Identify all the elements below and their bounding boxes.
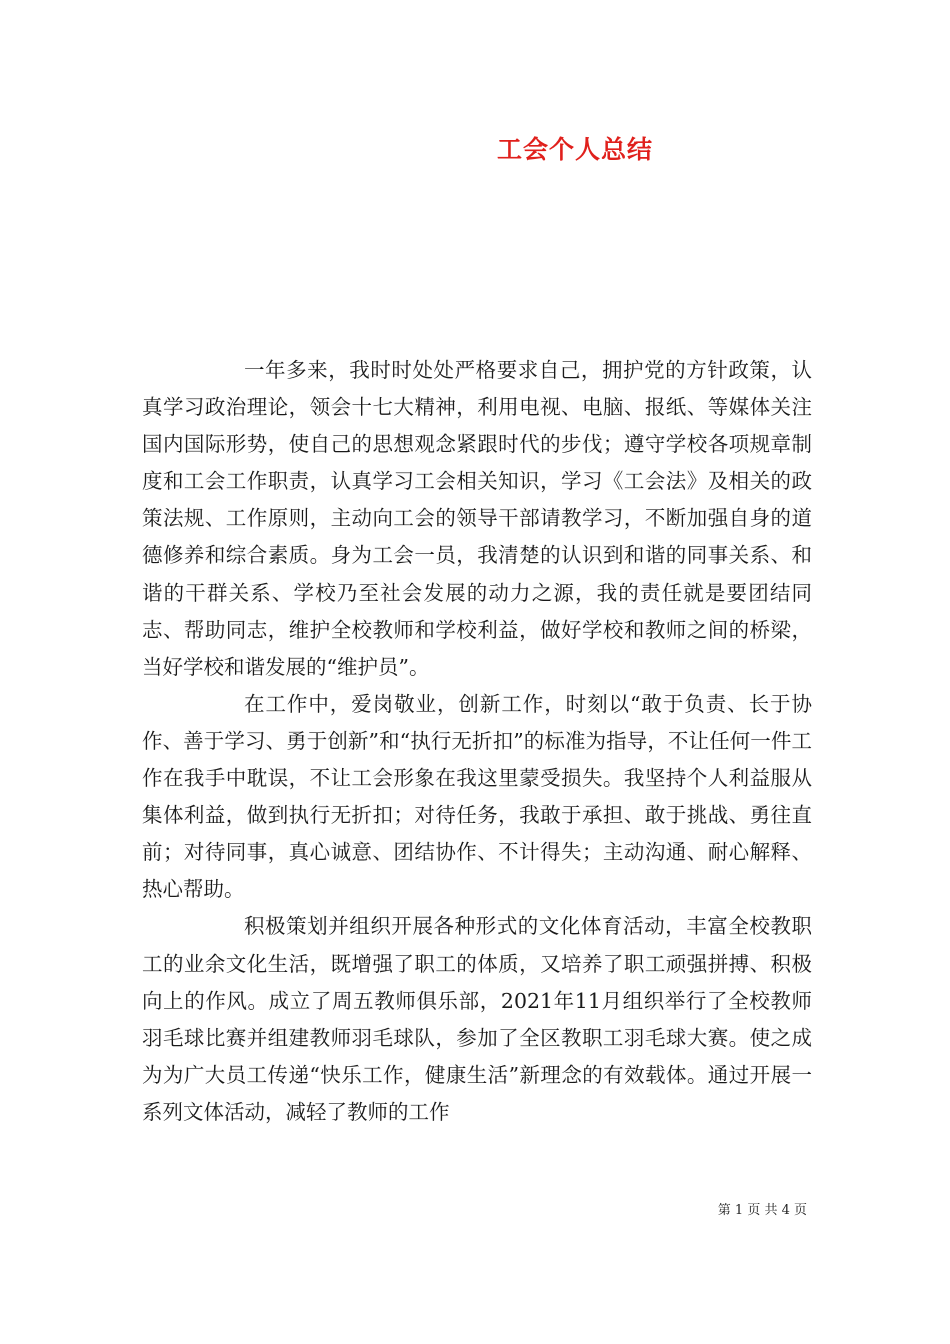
paragraph-1: 一年多来，我时时处处严格要求自己，拥护党的方针政策，认真学习政治理论，领会十七大精神，利用电视、电脑、报纸、等媒体关注国内国际形势，使自己的思想观念紧跟时代的步伐；遵守学校各项规章制度和工会工作职责，认真学习工会相关知识，学习《工会法》及相关的政策法规、工作原则，主动向工会的领导干部请教学习，不断加强自身的道德修养和综合素质。身为工会一员，我清楚的认识到和谐的同事关系、和谐的干群关系、学校乃至社会发展的动力之源，我的责任就是要团结同志、帮助同志，维护全校教师和学校利益，做好学校和教师之间的桥梁，当好学校和谐发展的“维护员”。 [142, 358, 812, 679]
paragraph-3: 积极策划并组织开展各种形式的文化体育活动，丰富全校教职工的业余文化生活，既增强了职工的体质，又培养了职工顽强拼搏、积极向上的作风。成立了周五教师俱乐部，2021年11月组织举行了全校教师羽毛球比赛并组建教师羽毛球队，参加了全区教职工羽毛球大赛。使之成为为广大员工传递“快乐工作，健康生活”新理念的有效载体。通过开展一系列文体活动，减轻了教师的工作 [142, 914, 812, 1124]
document-body [142, 352, 812, 1131]
page-number-footer: 第 1 页 共 4 页 [717, 1203, 807, 1218]
paragraph-2: 在工作中，爱岗敬业，创新工作，时刻以“敢于负责、长于协作、善于学习、勇于创新”和“执行无折扣”的标准为指导，不让任何一件工作在我手中耽误，不让工会形象在我这里蒙受损失。我坚持个人利益服从集体利益，做到执行无折扣；对待任务，我敢于承担、敢于挑战、勇往直前；对待同事，真心诚意、团结协作、不计得失；主动沟通、耐心解释、热心帮助。 [142, 691, 812, 902]
document-title: 工会个人总结 [496, 135, 653, 164]
